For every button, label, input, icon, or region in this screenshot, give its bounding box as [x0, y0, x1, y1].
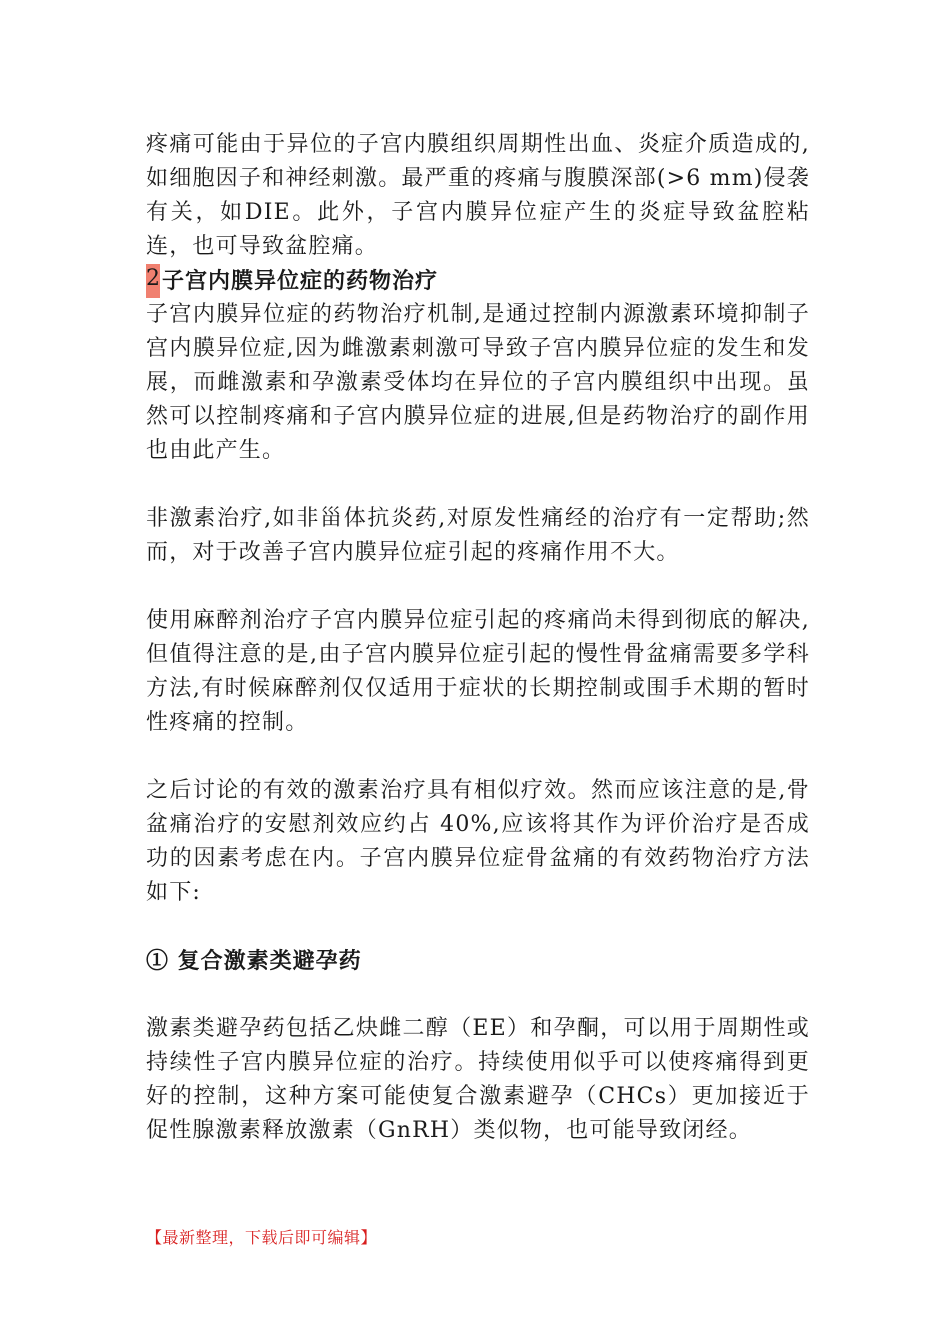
paragraph-spacer: [146, 570, 810, 604]
section-number: 2: [146, 264, 160, 298]
paragraph-spacer: [146, 468, 810, 502]
document-body: [146, 128, 810, 1148]
paragraph-spacer: [146, 910, 810, 944]
section-title: 子宫内膜异位症的药物治疗: [162, 268, 439, 294]
footer-note: 【最新整理，下载后即可编辑】: [146, 1228, 378, 1247]
subsection-heading: ① 复合激素类避孕药: [146, 948, 362, 974]
paragraph-non-hormonal: 非激素治疗,如非甾体抗炎药,对原发性痛经的治疗有一定帮助;然而，对于改善子宫内膜异位症引起的疼痛作用不大。: [146, 506, 810, 565]
paragraph-anesthetics: 使用麻醉剂治疗子宫内膜异位症引起的疼痛尚未得到彻底的解决,但值得注意的是,由子宫内膜异位症引起的慢性骨盆痛需要多学科方法,有时候麻醉剂仅仅适用于症状的长期控制或围手术期的暂时性疼痛的控制。: [146, 608, 810, 735]
section-heading: [146, 264, 810, 298]
paragraph-hormone-therapy: 之后讨论的有效的激素治疗具有相似疗效。然而应该注意的是,骨盆痛治疗的安慰剂效应约占 40%,应该将其作为评价治疗是否成功的因素考虑在内。子宫内膜异位症骨盆痛的有效药物治疗方法如下:: [146, 778, 810, 905]
paragraph-pain-causes: 疼痛可能由于异位的子宫内膜组织周期性出血、炎症介质造成的,如细胞因子和神经刺激。最严重的疼痛与腹膜深部(>6 mm)侵袭有关，如DIE。此外，子宫内膜异位症产生的炎症导致盆腔粘连，也可导致盆腔痛。: [146, 132, 810, 259]
paragraph-spacer: [146, 740, 810, 774]
paragraph-contraceptives: 激素类避孕药包括乙炔雌二醇（EE）和孕酮，可以用于周期性或持续性子宫内膜异位症的治疗。持续使用似乎可以使疼痛得到更好的控制，这种方案可能使复合激素避孕（CHCs）更加接近于促性腺激素释放激素（GnRH）类似物，也可能导致闭经。: [146, 1016, 810, 1143]
paragraph-drug-mechanism: 子宫内膜异位症的药物治疗机制,是通过控制内源激素环境抑制子宫内膜异位症,因为雌激素刺激可导致子宫内膜异位症的发生和发展，而雌激素和孕激素受体均在异位的子宫内膜组织中出现。虽然可以控制疼痛和子宫内膜异位症的进展,但是药物治疗的副作用也由此产生。: [146, 302, 810, 463]
paragraph-spacer: [146, 978, 810, 1012]
